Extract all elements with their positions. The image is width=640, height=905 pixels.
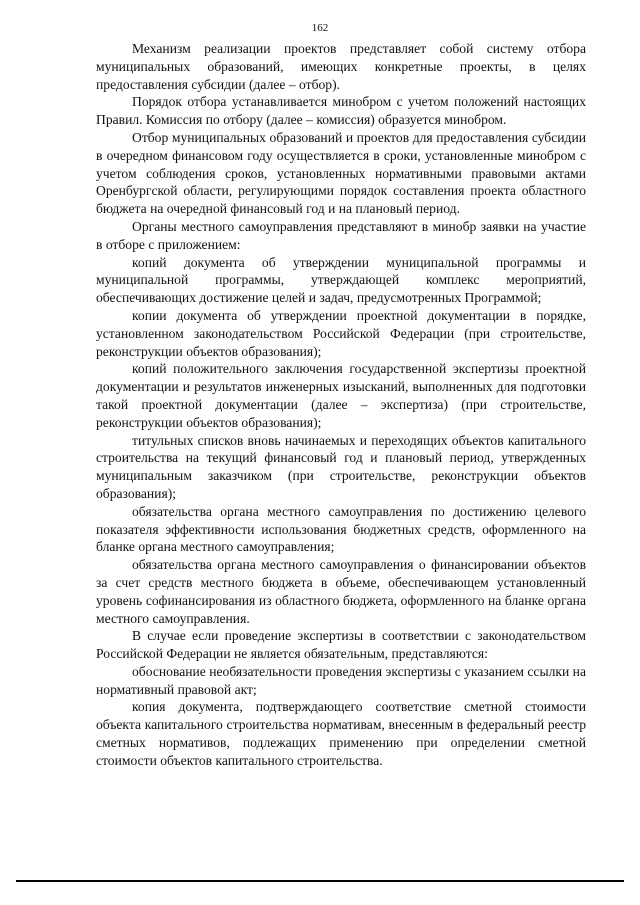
list-item-expertise-conclusion: копий положительного заключения государственной экспертизы проектной документации и результатов инженерных изысканий, выполненных для подготовки такой проектной документации (далее – экспертиза) (при строительстве, реконструкции объектов образования); [96,361,586,430]
page-number: 162 [311,22,329,34]
list-item-financing-obligation: обязательства органа местного самоуправления о финансировании объектов за счет средств местного бюджета в объеме, обеспечивающем установленный уровень софинансирования из областного бюджета, оформленного на бланке органа местного самоуправления. [96,557,586,626]
paragraph-selection-timing: Отбор муниципальных образований и проектов для предоставления субсидии в очередном финансовом году осуществляется в сроки, установленные минобром с учетом соблюдения сроков, установленных нормативными правовыми актами Оренбургской области, регулирующими порядок составления проекта областного бюджета на очередной финансовый год и на плановый период. [96,129,586,217]
list-item-title-lists: титульных списков вновь начинаемых и переходящих объектов капитального строительства на текущий финансовый год и плановый период, утвержденных муниципальным заказчиком (при строительстве, реконструкции объектов образования); [96,432,586,501]
list-item-project-documentation: копии документа об утверждении проектной документации в порядке, установленном законодательством Российской Федерации (при строительстве, реконструкции объектов образования); [96,307,586,359]
document-body [96,40,586,770]
paragraph-selection-order: Порядок отбора устанавливается минобром с учетом положений настоящих Правил. Комиссия по отбору (далее – комиссия) образуется минобром. [96,94,586,128]
list-item-target-indicator-obligation: обязательства органа местного самоуправления по достижению целевого показателя эффективности использования бюджетных средств, оформленного на бланке органа местного самоуправления; [96,503,586,555]
paragraph-mechanism: Механизм реализации проектов представляет собой систему отбора муниципальных образований, имеющих конкретные проекты, в целях предоставления субсидии (далее – отбор). [96,41,586,92]
list-item-program-copies: копий документа об утверждении муниципальной программы и муниципальной программы, утверждающей комплекс мероприятий, обеспечивающих достижение целей и задач, предусмотренных Программой; [96,254,586,306]
paragraph-expertise-not-required: В случае если проведение экспертизы в соответствии с законодательством Российской Федерации не является обязательным, представляются: [96,628,586,662]
bottom-divider [16,880,624,882]
list-item-justification: обоснование необязательности проведения экспертизы с указанием ссылки на нормативный правовой акт; [96,663,586,697]
list-item-cost-compliance: копия документа, подтверждающего соответствие сметной стоимости объекта капитального строительства нормативам, внесенным в федеральный реестр сметных нормативов, подлежащих применению при определении сметной стоимости объектов капитального строительства. [96,699,586,768]
paragraph-application-intro: Органы местного самоуправления представляют в минобр заявки на участие в отборе с приложением: [96,218,586,252]
